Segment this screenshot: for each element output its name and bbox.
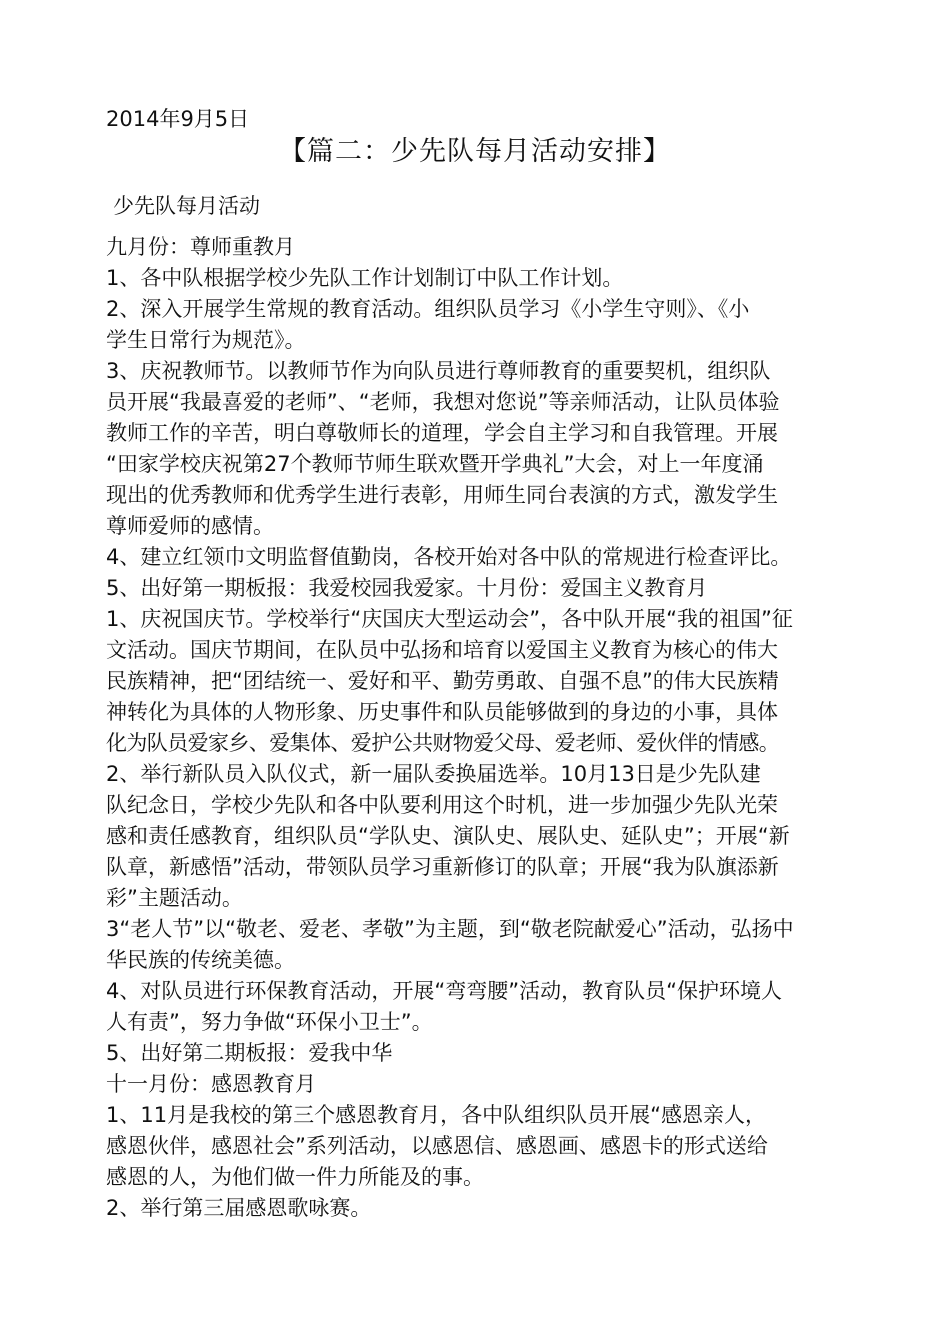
text-line: 学生日常行为规范》。 [106, 328, 306, 352]
document-subtitle: 少先队每月活动 [113, 194, 260, 218]
text-line: 4、对队员进行环保教育活动，开展“弯弯腰”活动，教育队员“保护环境人 [106, 979, 782, 1003]
text-line: 十一月份：感恩教育月 [106, 1072, 316, 1096]
text-line: 1、11月是我校的第三个感恩教育月，各中队组织队员开展“感恩亲人， [106, 1103, 766, 1127]
document-date: 2014年9月5日 [106, 107, 250, 131]
text-line: 华民族的传统美德。 [106, 948, 295, 972]
text-line: 3、庆祝教师节。以教师节作为向队员进行尊师教育的重要契机，组织队 [106, 359, 771, 383]
text-line: 尊师爱师的感情。 [106, 514, 274, 538]
text-line: 人有责”，努力争做“环保小卫士”。 [106, 1010, 433, 1034]
text-line: 5、出好第一期板报：我爱校园我爱家。十月份：爱国主义教育月 [106, 576, 708, 600]
text-line: 感恩伙伴，感恩社会”系列活动，以感恩信、感恩画、感恩卡的形式送给 [106, 1134, 768, 1158]
text-line: 神转化为具体的人物形象、历史事件和队员能够做到的身边的小事，具体 [106, 700, 778, 724]
text-line: 民族精神，把“团结统一、爱好和平、勤劳勇敢、自强不息”的伟大民族精 [106, 669, 779, 693]
text-line: 员开展“我最喜爱的老师”、“老师，我想对您说”等亲师活动，让队员体验 [106, 390, 780, 414]
text-line: 教师工作的辛苦，明白尊敬师长的道理，学会自主学习和自我管理。开展 [106, 421, 778, 445]
text-line: 感和责任感教育，组织队员“学队史、演队史、展队史、延队史”；开展“新 [106, 824, 790, 848]
text-line: 彩”主题活动。 [106, 886, 243, 910]
text-line: 1、各中队根据学校少先队工作计划制订中队工作计划。 [106, 266, 624, 290]
text-line: 2、深入开展学生常规的教育活动。组织队员学习《小学生守则》、《小 [106, 297, 750, 321]
text-line: 文活动。国庆节期间，在队员中弘扬和培育以爱国主义教育为核心的伟大 [106, 638, 778, 662]
text-line: 4、建立红领巾文明监督值勤岗，各校开始对各中队的常规进行检查评比。 [106, 545, 792, 569]
text-line: 1、庆祝国庆节。学校举行“庆国庆大型运动会”，各中队开展“我的祖国”征 [106, 607, 793, 631]
text-line: 现出的优秀教师和优秀学生进行表彰，用师生同台表演的方式，激发学生 [106, 483, 778, 507]
text-line: “田家学校庆祝第27个教师节师生联欢暨开学典礼”大会，对上一年度涌 [106, 452, 764, 476]
text-line: 感恩的人，为他们做一件力所能及的事。 [106, 1165, 484, 1189]
text-line: 2、举行第三届感恩歌咏赛。 [106, 1196, 372, 1220]
document-title: 【篇二：少先队每月活动安排】 [279, 136, 671, 167]
text-line: 九月份：尊师重教月 [106, 235, 295, 259]
text-line: 2、举行新队员入队仪式，新一届队委换届选举。10月13日是少先队建 [106, 762, 761, 786]
text-line: 队章，新感悟”活动，带领队员学习重新修订的队章；开展“我为队旗添新 [106, 855, 779, 879]
text-line: 队纪念日，学校少先队和各中队要利用这个时机，进一步加强少先队光荣 [106, 793, 778, 817]
text-line: 化为队员爱家乡、爱集体、爱护公共财物爱父母、爱老师、爱伙伴的情感。 [106, 731, 780, 755]
text-line: 3“老人节”以“敬老、爱老、孝敬”为主题，到“敬老院献爱心”活动，弘扬中 [106, 917, 794, 941]
document-body [106, 232, 886, 1224]
text-line: 5、出好第二期板报：爱我中华 [106, 1041, 393, 1065]
